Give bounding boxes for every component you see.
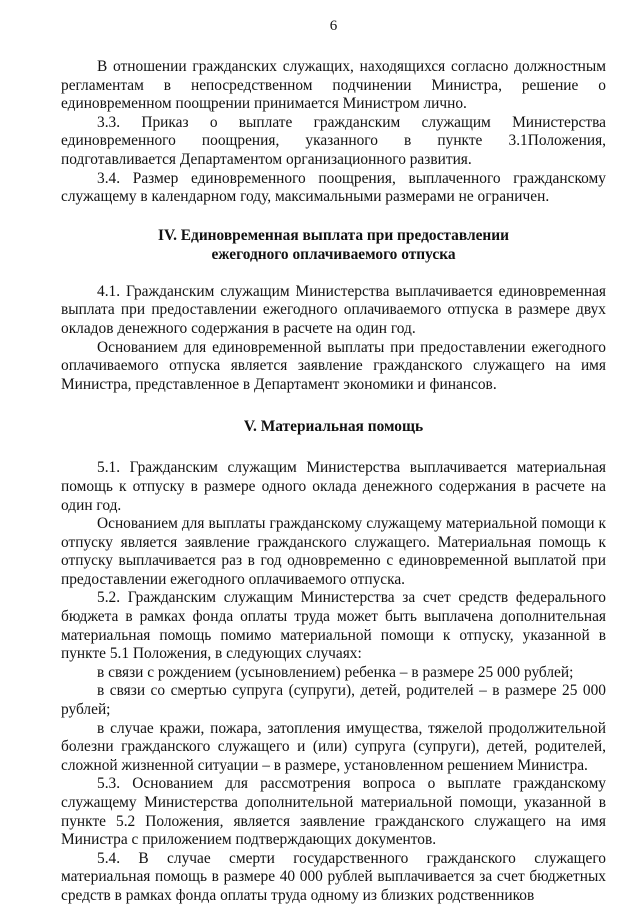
paragraph: 5.1. Гражданским служащим Министерства выплачивается материальная помощь к отпуску в размере одного оклада денежного содержания в расчете на один год.: [61, 459, 606, 514]
paragraph: в связи со смертью супруга (супруги), детей, родителей – в размере 25 000 рублей;: [61, 682, 606, 719]
section-4-body: [61, 283, 606, 395]
paragraph: В отношении гражданских служащих, находящихся согласно должностным регламентам в непосредственном подчинении Министра, решение о единовременном поощрении принимается Министром лично.: [61, 58, 606, 113]
section-5-title: V. Материальная помощь: [243, 418, 424, 436]
paragraph: в связи с рождением (усыновлением) ребенка – в размере 25 000 рублей;: [97, 663, 574, 681]
section-4-heading: [61, 226, 606, 264]
paragraph: 3.4. Размер единовременного поощрения, выплаченного гражданскому служащему в календарном году, максимальными размерами не ограничен.: [61, 169, 606, 206]
paragraph: Основанием для выплаты гражданскому служащему материальной помощи к отпуску является заявление гражданского служащего. Материальная помощь к отпуску выплачивается раз в год одновременно с единовременной выплатой при предоставлении ежегодного оплачиваемого отпуска.: [61, 515, 606, 588]
section-5-body: [61, 459, 606, 905]
paragraph: 5.4. В случае смерти государственного гражданского служащего материальная помощь в размере 40 000 рублей выплачивается за счет бюджетных средств в рамках фонда оплаты труда одному из близких родственников: [61, 849, 606, 904]
page-number: 6: [329, 18, 338, 34]
section-4-title-line-1: IV. Единовременная выплата при предоставлении: [157, 226, 510, 244]
intro-paragraphs: [61, 58, 606, 207]
paragraph: 5.3. Основанием для рассмотрения вопроса о выплате гражданскому служащему Министерства дополнительной материальной помощи, указанной в пункте 5.2 Положения, является заявление гражданского служащего на имя Министра с приложением подтверждающих документов.: [61, 775, 606, 849]
section-5-heading: [61, 417, 606, 436]
section-4-title-line-2: ежегодного оплачиваемого отпуска: [211, 245, 456, 263]
paragraph: Основанием для единовременной выплаты при предоставлении ежегодного оплачиваемого отпуска является заявление гражданского служащего на имя Министра, представленное в Департамент экономики и финансов.: [61, 338, 606, 393]
paragraph: в случае кражи, пожара, затопления имущества, тяжелой продолжительной болезни гражданского служащего и (или) супруга (супруги), детей, родителей, сложной жизненной ситуации – в размере, установленном решением Министра.: [61, 719, 606, 774]
paragraph: 5.2. Гражданским служащим Министерства за счет средств федерального бюджета в рамках фонда оплаты труда может быть выплачена дополнительная материальная помощь помимо материальной помощи к отпуску, указанной в пункте 5.1 Положения, в следующих случаях:: [61, 589, 606, 663]
paragraph: 4.1. Гражданским служащим Министерства выплачивается единовременная выплата при предоставлении ежегодного оплачиваемого отпуска в размере двух окладов денежного содержания в расчете на один год.: [61, 282, 606, 337]
paragraph: 3.3. Приказ о выплате гражданским служащим Министерства единовременного поощрения, указанного в пункте 3.1Положения, подготавливается Департаментом организационного развития.: [61, 113, 606, 168]
